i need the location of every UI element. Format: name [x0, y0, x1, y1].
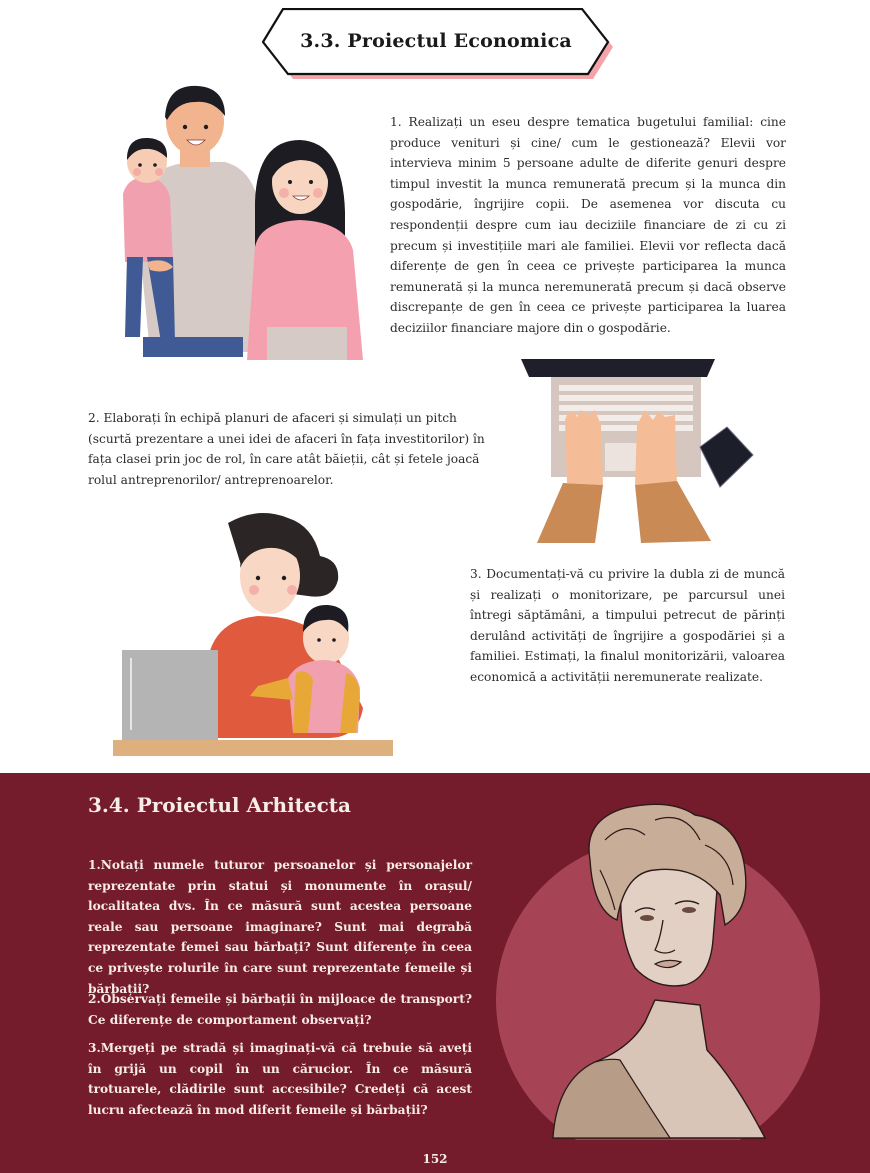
page-number: 152	[422, 1152, 448, 1166]
section-banner-economic	[262, 8, 610, 76]
economic-task-2: 2. Elaborați în echipă planuri de afaceri și simulați un pitch (scurtă prezentare a unei idei de afaceri în fața investitorilor) în fața clasei prin joc de rol, în care atât băieții, cât și fetele joacă rolul antreprenorilor/ antreprenoarelor.	[88, 411, 485, 487]
architecture-task-3: 3.Mergeți pe stradă și imaginați-vă că trebuie să aveți în grijă un copil în un cărucior. În ce măsură trotuarele, clădirile sunt accesibile? Credeți că acest lucru afectează în mod diferit femeile și bărbații?	[88, 1041, 472, 1117]
section-title-economic: 3.3. Proiectul Economica	[300, 30, 572, 52]
economic-task-3: 3. Documentați-vă cu privire la dubla zi de muncă și realizați o monitorizare, pe parcursul unei întregi săptămâni, a timpului petrecut de părinți derulând activități de îngrijire a gospodăriei și a familiei. Estimați, la finalul monitorizării, valoarea economică a activității neremunerate realizate.	[470, 567, 785, 684]
family-illustration	[95, 82, 375, 362]
statue-bust-illustration	[495, 800, 825, 1140]
architecture-task-1: 1.Notați numele tuturor persoanelor și personajelor reprezentate prin statui și monumente în orașul/ localitatea dvs. În ce măsură sunt acestea persoane reale sau persoane imaginare? Sunt mai degrabă reprezentate femei sau bărbați? Sunt diferențe în ceea ce privește rolurile în care sunt reprezentate femeile și bărbații?	[88, 858, 472, 996]
section-title-architecture: 3.4. Proiectul Arhitecta	[88, 793, 352, 817]
laptop-typing-illustration	[515, 355, 765, 545]
architecture-task-2: 2.Observați femeile și bărbații în mijloace de transport? Ce diferențe de comportament observați?	[88, 992, 472, 1027]
mother-child-laptop-illustration	[108, 508, 408, 758]
economic-task-1: 1. Realizați un eseu despre tematica bugetului familial: cine produce venituri și cine/ cum le gestionează? Elevii vor intervieva minim 5 persoane adulte de diferite genuri despre timpul investit la munca remunerată precum și la munca din gospodărie, îngrijire copii. De asemenea vor discuta cu respondenții despre cum iau deciziile financiare de zi cu zi precum și investițiile mari ale familiei. Elevii vor reflecta dacă diferențe de gen în ceea ce privește participarea la munca remunerată și la munca neremunerată precum și dacă observe discrepanțe de gen în ceea ce privește participarea la luarea deciziilor financiare majore din o gospodărie.	[390, 115, 786, 335]
